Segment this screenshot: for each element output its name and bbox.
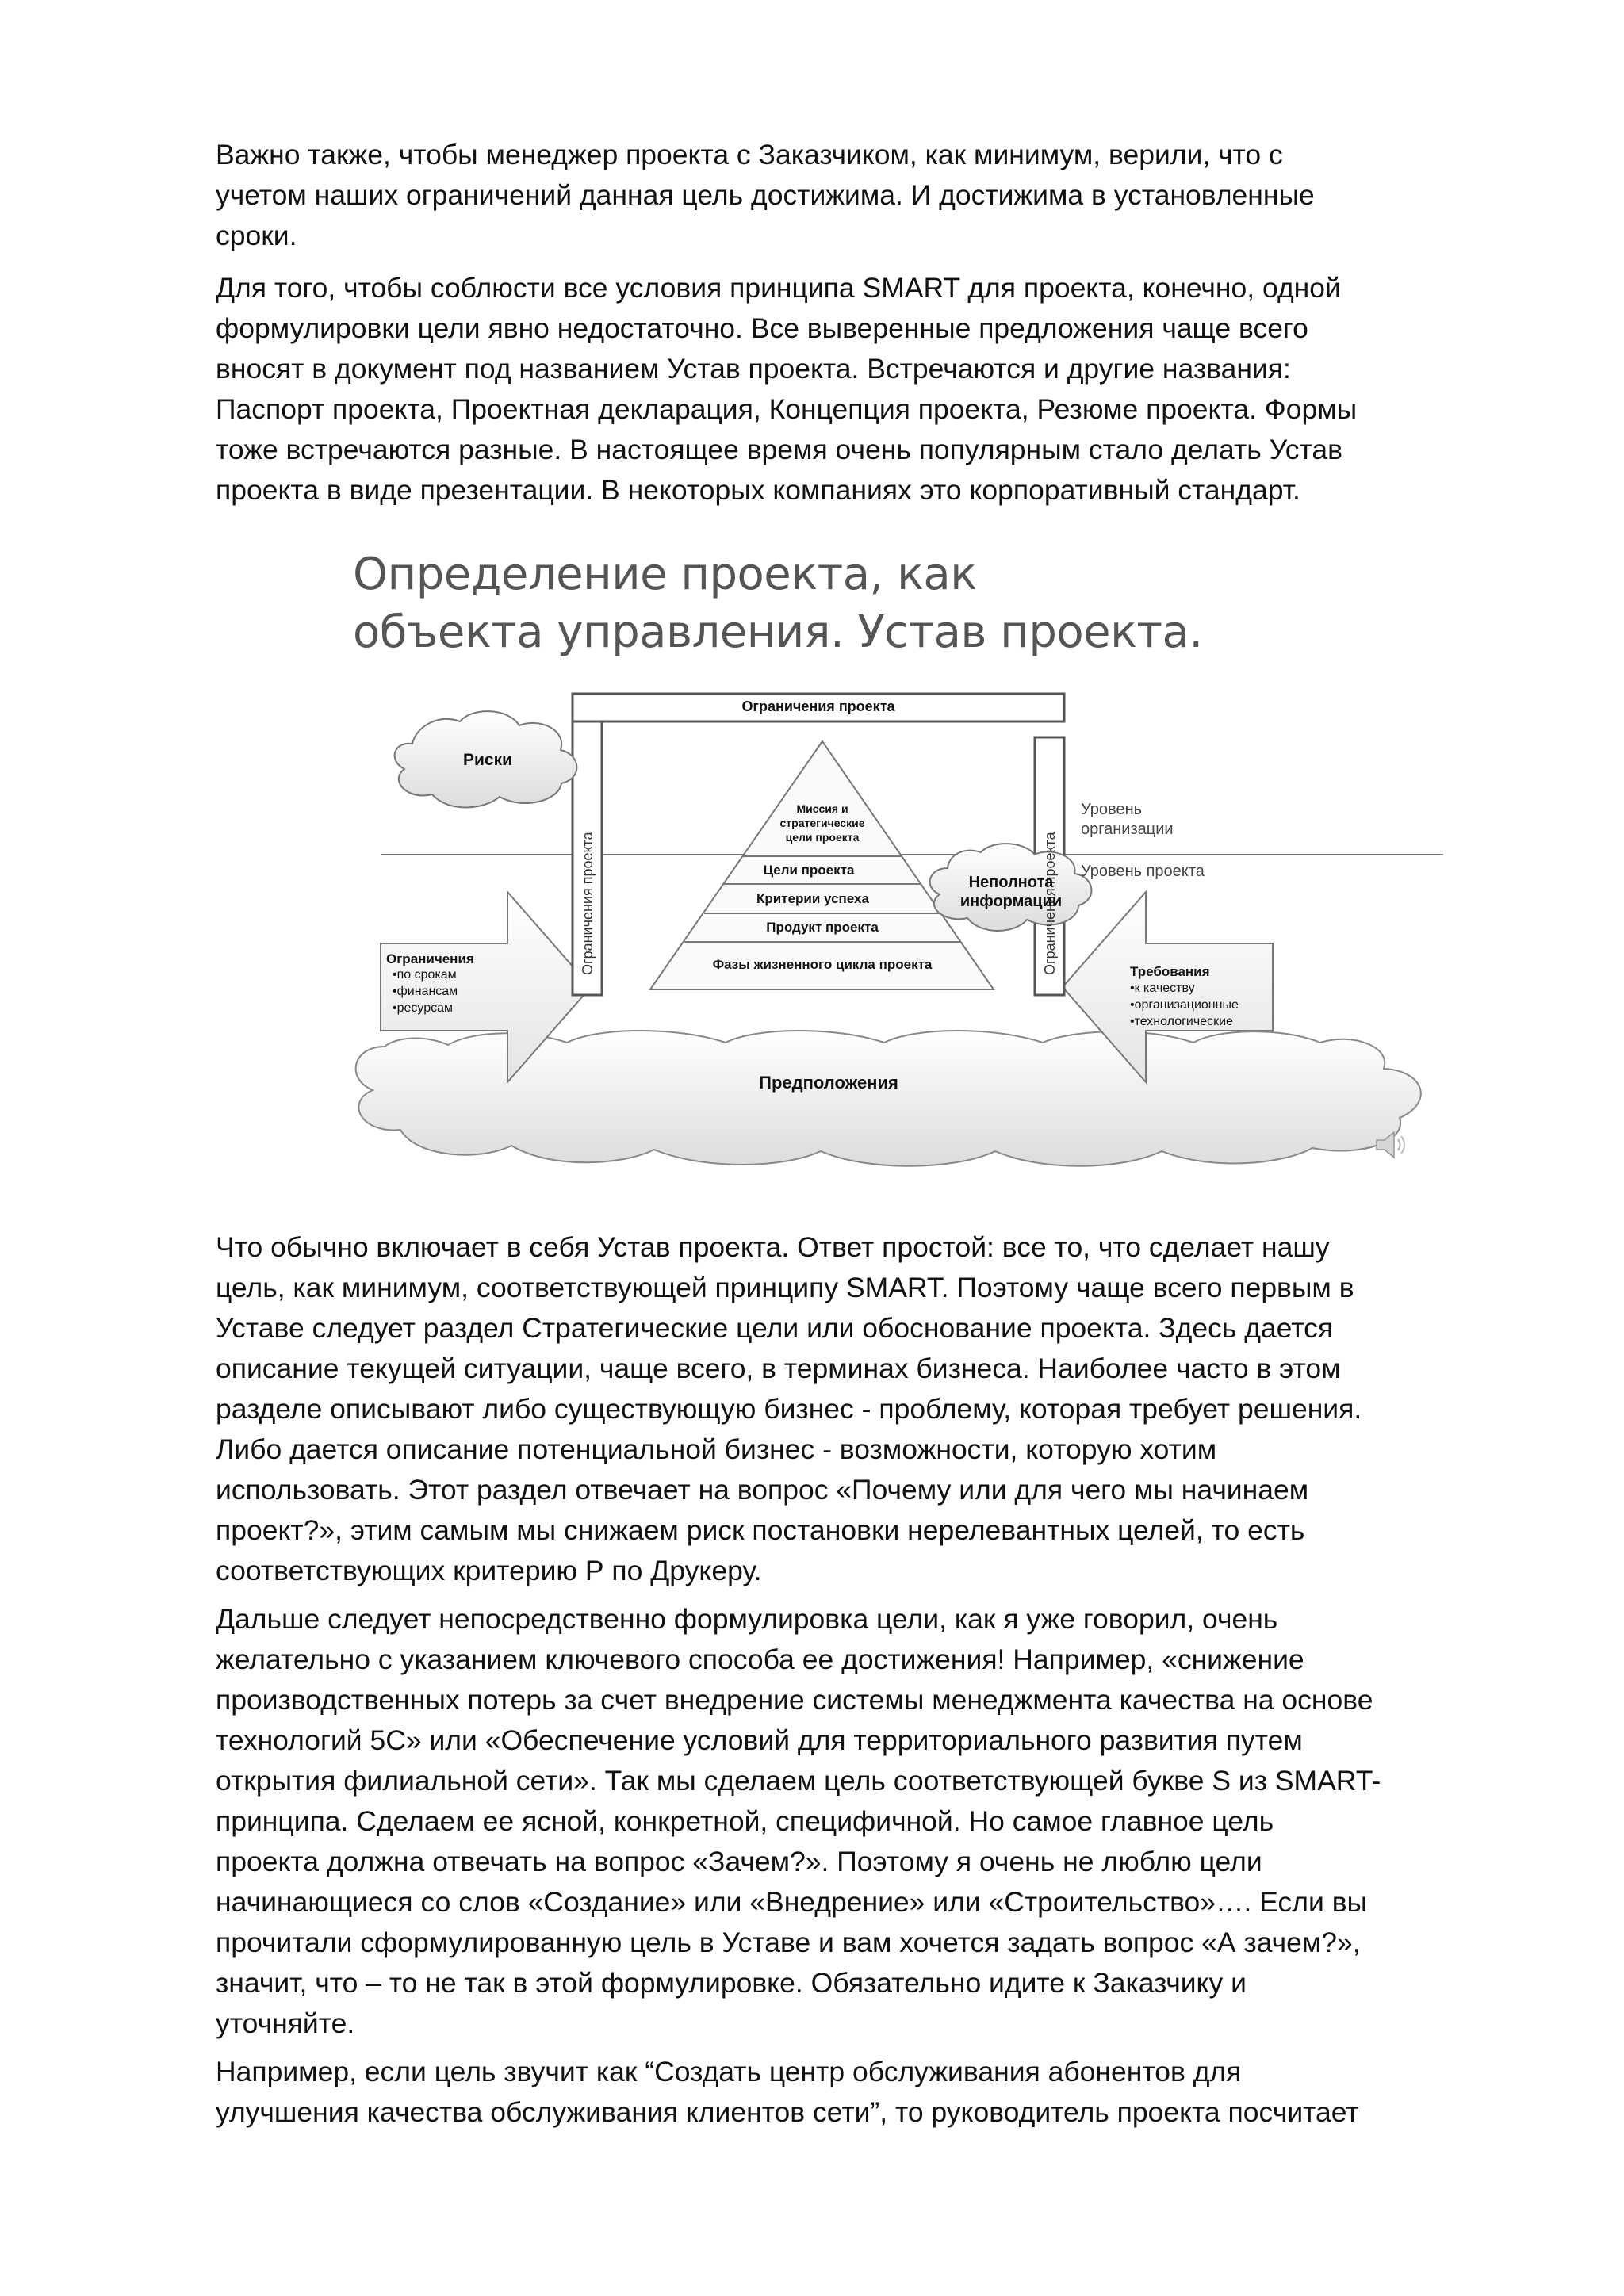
left-arrow-item: •финансам	[393, 985, 458, 998]
text-line: использовать. Этот раздел отвечает на вопрос «Почему или для чего мы начинаем	[216, 1474, 1309, 1506]
top-bar-label: Ограничения проекта	[741, 698, 895, 714]
pyramid-level-phases: Фазы жизненного цикла проекта	[712, 957, 933, 972]
right-pillar-label: Ограничения проекта	[1042, 832, 1058, 975]
paragraph-charter-contents	[216, 1227, 1469, 1591]
left-arrow-item: •по срокам	[393, 968, 457, 982]
text-line: технологий 5С» или «Обеспечение условий для территориального развития путем	[216, 1724, 1303, 1756]
assumptions-label: Предположения	[759, 1073, 898, 1093]
paragraph-project-charter	[216, 268, 1469, 511]
paragraph-goal-formulation	[216, 1599, 1469, 2044]
text-line: Дальше следует непосредственно формулировка цели, как я уже говорил, очень	[216, 1603, 1278, 1635]
text-line: принципа. Сделаем ее ясной, конкретной, специфичной. Но самое главное цель	[216, 1805, 1274, 1837]
text-line: значит, что – то не так в этой формулировке. Обязательно идите к Заказчику и	[216, 1967, 1247, 1999]
text-line: учетом наших ограничений данная цель достижима. И достижима в установленные	[216, 179, 1315, 211]
project-charter-diagram	[337, 531, 1455, 1229]
text-line: проекта в виде презентации. В некоторых компаниях это корпоративный стандарт.	[216, 474, 1300, 506]
incomplete-info-line1: Неполнота	[968, 874, 1054, 891]
text-line: прочитали сформулированную цель в Уставе и вам хочется задать вопрос «А зачем?»,	[216, 1927, 1361, 1958]
text-line: желательно с указанием ключевого способа ее достижения! Например, «снижение	[216, 1644, 1304, 1675]
text-line: сроки.	[216, 220, 297, 251]
text-line: вносят в документ под названием Устав проекта. Встречаются и другие названия:	[216, 353, 1291, 385]
paragraph-smart-achievable	[216, 135, 1469, 256]
org-level-line2: организации	[1081, 821, 1174, 838]
pyramid-level-product: Продукт проекта	[766, 920, 879, 935]
text-line: Либо дается описание потенциальной бизнес - возможности, которую хотим	[216, 1433, 1217, 1465]
risks-label: Риски	[462, 751, 513, 769]
text-line: проект?», этим самым мы снижаем риск постановки нерелевантных целей, то есть	[216, 1514, 1305, 1546]
text-line: Уставе следует раздел Стратегические цели или обоснование проекта. Здесь дается	[216, 1312, 1334, 1344]
right-arrow-title: Требования	[1130, 964, 1210, 979]
pyramid-apex-line2: стратегические	[779, 817, 865, 829]
text-line: производственных потерь за счет внедрение системы менеджмента качества на основе	[216, 1684, 1373, 1716]
right-arrow-item: •организационные	[1130, 998, 1239, 1012]
right-arrow-item: •технологические	[1130, 1015, 1233, 1028]
text-line: тоже встречаются разные. В настоящее время очень популярным стало делать Устав	[216, 434, 1342, 465]
right-arrow-item: •к качеству	[1130, 982, 1195, 995]
text-line: Паспорт проекта, Проектная декларация, Концепция проекта, Резюме проекта. Формы	[216, 393, 1358, 425]
text-line: уточняйте.	[216, 2007, 355, 2039]
text-line: улучшения качества обслуживания клиентов сети”, то руководитель проекта посчитает	[216, 2096, 1359, 2128]
text-line: Для того, чтобы соблюсти все условия принципа SMART для проекта, конечно, одной	[216, 272, 1341, 304]
left-pillar-label: Ограничения проекта	[580, 832, 596, 975]
slide-title-line1: Определение проекта, как	[353, 549, 977, 600]
speaker-icon[interactable]	[1372, 1126, 1410, 1164]
text-line: Например, если цель звучит как “Создать центр обслуживания абонентов для	[216, 2056, 1242, 2087]
text-line: начинающиеся со слов «Создание» или «Внедрение» или «Строительство»…. Если вы	[216, 1886, 1368, 1918]
paragraph-example	[216, 2052, 1469, 2133]
text-line: соответствующих критерию Р по Друкеру.	[216, 1555, 762, 1586]
text-line: разделе описывают либо существующую бизнес - проблему, которая требует решения.	[216, 1393, 1362, 1425]
text-line: формулировки цели явно недостаточно. Все выверенные предложения чаще всего	[216, 312, 1308, 344]
text-line: цель, как минимум, соответствующей принципу SMART. Поэтому чаще всего первым в	[216, 1272, 1354, 1303]
pyramid-apex-line3: цели проекта	[785, 831, 860, 844]
org-level-line1: Уровень	[1081, 801, 1143, 818]
pyramid-apex-line1: Миссия и	[796, 802, 848, 815]
text-line: Что обычно включает в себя Устав проекта. Ответ простой: все то, что сделает нашу	[216, 1231, 1330, 1263]
project-level-label: Уровень проекта	[1081, 863, 1205, 880]
text-line: описание текущей ситуации, чаще всего, в терминах бизнеса. Наиболее часто в этом	[216, 1353, 1341, 1384]
text-line: проекта должна отвечать на вопрос «Зачем?». Поэтому я очень не люблю цели	[216, 1846, 1262, 1877]
text-line: открытия филиальной сети». Так мы сделаем цель соответствующей букве S из SMART-	[216, 1765, 1381, 1797]
left-arrow-title: Ограничения	[386, 951, 474, 966]
incomplete-info-line2: информации	[959, 893, 1063, 910]
pyramid-level-goals: Цели проекта	[763, 863, 855, 878]
pyramid-level-criteria: Критерии успеха	[756, 891, 869, 906]
text-line: Важно также, чтобы менеджер проекта с Заказчиком, как минимум, верили, что с	[216, 139, 1283, 170]
slide-title-line2: объекта управления. Устав проекта.	[353, 607, 1203, 658]
left-arrow-item: •ресурсам	[393, 1001, 454, 1015]
